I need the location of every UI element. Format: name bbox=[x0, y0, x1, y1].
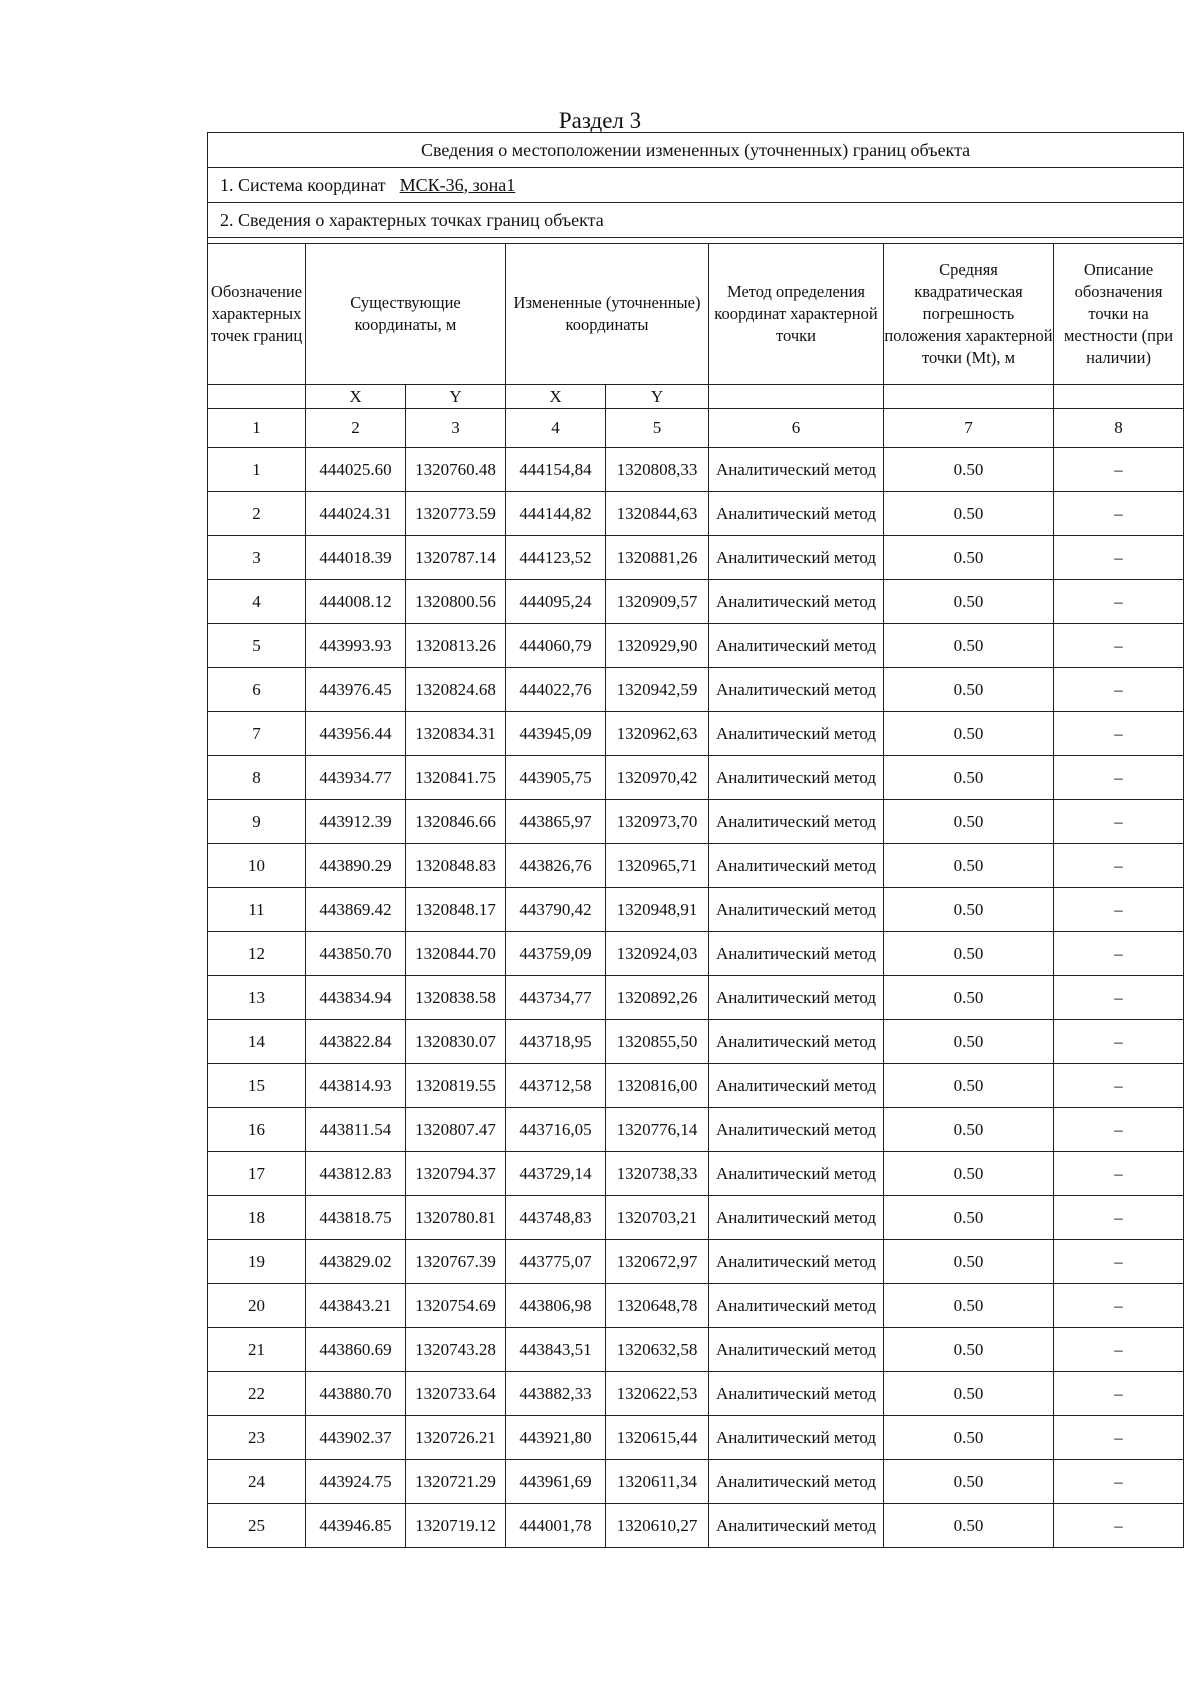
mean-error-cell: 0.50 bbox=[884, 1416, 1054, 1460]
updated-y-cell: 1320648,78 bbox=[606, 1284, 709, 1328]
point-number-cell: 8 bbox=[208, 756, 306, 800]
existing-y-cell: 1320844.70 bbox=[406, 932, 506, 976]
updated-y-cell: 1320973,70 bbox=[606, 800, 709, 844]
updated-x-cell: 443806,98 bbox=[506, 1284, 606, 1328]
method-cell: Аналитический метод bbox=[709, 1284, 884, 1328]
column-number: 6 bbox=[709, 409, 884, 448]
description-cell: – bbox=[1054, 932, 1184, 976]
method-cell: Аналитический метод bbox=[709, 712, 884, 756]
existing-y-cell: 1320733.64 bbox=[406, 1372, 506, 1416]
description-cell: – bbox=[1054, 888, 1184, 932]
points-caption: 2. Сведения о характерных точках границ объекта bbox=[208, 203, 1184, 238]
mean-error-cell: 0.50 bbox=[884, 1152, 1054, 1196]
updated-x-cell: 444154,84 bbox=[506, 448, 606, 492]
mean-error-cell: 0.50 bbox=[884, 1504, 1054, 1548]
point-number-cell: 9 bbox=[208, 800, 306, 844]
method-cell: Аналитический метод bbox=[709, 448, 884, 492]
method-cell: Аналитический метод bbox=[709, 1416, 884, 1460]
existing-x-cell: 443934.77 bbox=[306, 756, 406, 800]
header-updated-coords: Измененные (уточненные) координаты bbox=[506, 244, 709, 385]
point-number-cell: 6 bbox=[208, 668, 306, 712]
existing-x-cell: 443880.70 bbox=[306, 1372, 406, 1416]
boundary-points-table bbox=[207, 132, 1184, 1548]
description-cell: – bbox=[1054, 1504, 1184, 1548]
updated-y-cell: 1320965,71 bbox=[606, 844, 709, 888]
method-cell: Аналитический метод bbox=[709, 1328, 884, 1372]
existing-x-cell: 444025.60 bbox=[306, 448, 406, 492]
mean-error-cell: 0.50 bbox=[884, 1064, 1054, 1108]
mean-error-cell: 0.50 bbox=[884, 580, 1054, 624]
mean-error-cell: 0.50 bbox=[884, 1020, 1054, 1064]
existing-x-cell: 444024.31 bbox=[306, 492, 406, 536]
column-number: 2 bbox=[306, 409, 406, 448]
description-cell: – bbox=[1054, 756, 1184, 800]
table-row bbox=[208, 1504, 1184, 1548]
updated-x-cell: 443729,14 bbox=[506, 1152, 606, 1196]
existing-x-cell: 444008.12 bbox=[306, 580, 406, 624]
table-row bbox=[208, 536, 1184, 580]
updated-y-cell: 1320703,21 bbox=[606, 1196, 709, 1240]
description-cell: – bbox=[1054, 844, 1184, 888]
description-cell: – bbox=[1054, 800, 1184, 844]
updated-x-cell: 443882,33 bbox=[506, 1372, 606, 1416]
method-cell: Аналитический метод bbox=[709, 976, 884, 1020]
existing-x-cell: 443924.75 bbox=[306, 1460, 406, 1504]
updated-x-cell: 443945,09 bbox=[506, 712, 606, 756]
mean-error-cell: 0.50 bbox=[884, 448, 1054, 492]
mean-error-cell: 0.50 bbox=[884, 1196, 1054, 1240]
point-number-cell: 11 bbox=[208, 888, 306, 932]
table-row bbox=[208, 1284, 1184, 1328]
mean-error-cell: 0.50 bbox=[884, 756, 1054, 800]
updated-y-cell: 1320970,42 bbox=[606, 756, 709, 800]
table-row bbox=[208, 844, 1184, 888]
table-row bbox=[208, 1460, 1184, 1504]
existing-y-cell: 1320719.12 bbox=[406, 1504, 506, 1548]
mean-error-cell: 0.50 bbox=[884, 712, 1054, 756]
subheader-y-updated: Y bbox=[606, 385, 709, 409]
updated-x-cell: 444123,52 bbox=[506, 536, 606, 580]
subheader-empty bbox=[1054, 385, 1184, 409]
description-cell: – bbox=[1054, 1240, 1184, 1284]
updated-x-cell: 443921,80 bbox=[506, 1416, 606, 1460]
mean-error-cell: 0.50 bbox=[884, 668, 1054, 712]
table-title: Сведения о местоположении измененных (уточненных) границ объекта bbox=[208, 133, 1184, 168]
method-cell: Аналитический метод bbox=[709, 756, 884, 800]
method-cell: Аналитический метод bbox=[709, 932, 884, 976]
method-cell: Аналитический метод bbox=[709, 844, 884, 888]
updated-x-cell: 443775,07 bbox=[506, 1240, 606, 1284]
column-number: 3 bbox=[406, 409, 506, 448]
subheader-empty bbox=[884, 385, 1054, 409]
description-cell: – bbox=[1054, 580, 1184, 624]
point-number-cell: 17 bbox=[208, 1152, 306, 1196]
method-cell: Аналитический метод bbox=[709, 668, 884, 712]
point-number-cell: 12 bbox=[208, 932, 306, 976]
existing-y-cell: 1320824.68 bbox=[406, 668, 506, 712]
updated-x-cell: 444001,78 bbox=[506, 1504, 606, 1548]
updated-x-cell: 444022,76 bbox=[506, 668, 606, 712]
mean-error-cell: 0.50 bbox=[884, 844, 1054, 888]
existing-x-cell: 443912.39 bbox=[306, 800, 406, 844]
mean-error-cell: 0.50 bbox=[884, 492, 1054, 536]
method-cell: Аналитический метод bbox=[709, 1460, 884, 1504]
method-cell: Аналитический метод bbox=[709, 1240, 884, 1284]
updated-x-cell: 444060,79 bbox=[506, 624, 606, 668]
coord-system-line bbox=[208, 168, 1184, 203]
description-cell: – bbox=[1054, 1416, 1184, 1460]
method-cell: Аналитический метод bbox=[709, 492, 884, 536]
header-existing-coords: Существующие координаты, м bbox=[306, 244, 506, 385]
table-row bbox=[208, 1064, 1184, 1108]
updated-y-cell: 1320632,58 bbox=[606, 1328, 709, 1372]
section-title: Раздел 3 bbox=[558, 108, 642, 133]
point-number-cell: 1 bbox=[208, 448, 306, 492]
mean-error-cell: 0.50 bbox=[884, 1460, 1054, 1504]
existing-x-cell: 443976.45 bbox=[306, 668, 406, 712]
mean-error-cell: 0.50 bbox=[884, 888, 1054, 932]
header-point-designation: Обозначение характерных точек границ bbox=[208, 244, 306, 385]
updated-x-cell: 443716,05 bbox=[506, 1108, 606, 1152]
point-number-cell: 16 bbox=[208, 1108, 306, 1152]
point-number-cell: 10 bbox=[208, 844, 306, 888]
existing-x-cell: 443834.94 bbox=[306, 976, 406, 1020]
table-row bbox=[208, 1372, 1184, 1416]
updated-y-cell: 1320948,91 bbox=[606, 888, 709, 932]
mean-error-cell: 0.50 bbox=[884, 932, 1054, 976]
existing-y-cell: 1320848.83 bbox=[406, 844, 506, 888]
existing-y-cell: 1320846.66 bbox=[406, 800, 506, 844]
header-description: Описание обозначения точки на местности (при наличии) bbox=[1054, 244, 1184, 385]
table-row bbox=[208, 800, 1184, 844]
existing-y-cell: 1320841.75 bbox=[406, 756, 506, 800]
method-cell: Аналитический метод bbox=[709, 1152, 884, 1196]
updated-x-cell: 443759,09 bbox=[506, 932, 606, 976]
description-cell: – bbox=[1054, 1020, 1184, 1064]
point-number-cell: 4 bbox=[208, 580, 306, 624]
table-row bbox=[208, 492, 1184, 536]
method-cell: Аналитический метод bbox=[709, 1064, 884, 1108]
existing-y-cell: 1320807.47 bbox=[406, 1108, 506, 1152]
existing-x-cell: 443869.42 bbox=[306, 888, 406, 932]
subheader-x-existing: X bbox=[306, 385, 406, 409]
method-cell: Аналитический метод bbox=[709, 1196, 884, 1240]
method-cell: Аналитический метод bbox=[709, 1108, 884, 1152]
existing-y-cell: 1320721.29 bbox=[406, 1460, 506, 1504]
point-number-cell: 23 bbox=[208, 1416, 306, 1460]
updated-x-cell: 443734,77 bbox=[506, 976, 606, 1020]
existing-x-cell: 443860.69 bbox=[306, 1328, 406, 1372]
column-number: 8 bbox=[1054, 409, 1184, 448]
existing-y-cell: 1320726.21 bbox=[406, 1416, 506, 1460]
mean-error-cell: 0.50 bbox=[884, 1372, 1054, 1416]
point-number-cell: 3 bbox=[208, 536, 306, 580]
mean-error-cell: 0.50 bbox=[884, 1328, 1054, 1372]
description-cell: – bbox=[1054, 712, 1184, 756]
method-cell: Аналитический метод bbox=[709, 1020, 884, 1064]
point-number-cell: 19 bbox=[208, 1240, 306, 1284]
updated-x-cell: 443718,95 bbox=[506, 1020, 606, 1064]
updated-y-cell: 1320962,63 bbox=[606, 712, 709, 756]
updated-x-cell: 443961,69 bbox=[506, 1460, 606, 1504]
point-number-cell: 2 bbox=[208, 492, 306, 536]
header-mean-error: Средняя квадратическая погрешность положения характерной точки (Mt), м bbox=[884, 244, 1054, 385]
point-number-cell: 5 bbox=[208, 624, 306, 668]
existing-x-cell: 444018.39 bbox=[306, 536, 406, 580]
updated-y-cell: 1320611,34 bbox=[606, 1460, 709, 1504]
description-cell: – bbox=[1054, 1328, 1184, 1372]
existing-y-cell: 1320773.59 bbox=[406, 492, 506, 536]
header-method: Метод определения координат характерной точки bbox=[709, 244, 884, 385]
method-cell: Аналитический метод bbox=[709, 536, 884, 580]
description-cell: – bbox=[1054, 624, 1184, 668]
updated-y-cell: 1320615,44 bbox=[606, 1416, 709, 1460]
existing-y-cell: 1320838.58 bbox=[406, 976, 506, 1020]
coord-system-label: 1. Система координат bbox=[220, 174, 386, 195]
table-row bbox=[208, 1020, 1184, 1064]
subheader-x-updated: X bbox=[506, 385, 606, 409]
updated-x-cell: 443790,42 bbox=[506, 888, 606, 932]
existing-y-cell: 1320794.37 bbox=[406, 1152, 506, 1196]
existing-y-cell: 1320767.39 bbox=[406, 1240, 506, 1284]
updated-x-cell: 443826,76 bbox=[506, 844, 606, 888]
existing-y-cell: 1320760.48 bbox=[406, 448, 506, 492]
description-cell: – bbox=[1054, 1108, 1184, 1152]
method-cell: Аналитический метод bbox=[709, 1504, 884, 1548]
table-row bbox=[208, 1152, 1184, 1196]
column-number: 4 bbox=[506, 409, 606, 448]
table-row bbox=[208, 932, 1184, 976]
description-cell: – bbox=[1054, 1372, 1184, 1416]
existing-y-cell: 1320848.17 bbox=[406, 888, 506, 932]
updated-y-cell: 1320942,59 bbox=[606, 668, 709, 712]
updated-y-cell: 1320738,33 bbox=[606, 1152, 709, 1196]
column-number: 5 bbox=[606, 409, 709, 448]
description-cell: – bbox=[1054, 668, 1184, 712]
subheader-empty bbox=[709, 385, 884, 409]
existing-y-cell: 1320780.81 bbox=[406, 1196, 506, 1240]
existing-y-cell: 1320813.26 bbox=[406, 624, 506, 668]
table-row bbox=[208, 756, 1184, 800]
existing-y-cell: 1320834.31 bbox=[406, 712, 506, 756]
updated-x-cell: 443865,97 bbox=[506, 800, 606, 844]
existing-x-cell: 443818.75 bbox=[306, 1196, 406, 1240]
existing-x-cell: 443812.83 bbox=[306, 1152, 406, 1196]
mean-error-cell: 0.50 bbox=[884, 976, 1054, 1020]
mean-error-cell: 0.50 bbox=[884, 624, 1054, 668]
mean-error-cell: 0.50 bbox=[884, 1108, 1054, 1152]
updated-y-cell: 1320881,26 bbox=[606, 536, 709, 580]
updated-y-cell: 1320844,63 bbox=[606, 492, 709, 536]
description-cell: – bbox=[1054, 976, 1184, 1020]
updated-y-cell: 1320776,14 bbox=[606, 1108, 709, 1152]
existing-y-cell: 1320830.07 bbox=[406, 1020, 506, 1064]
updated-y-cell: 1320610,27 bbox=[606, 1504, 709, 1548]
table-row bbox=[208, 1240, 1184, 1284]
existing-y-cell: 1320800.56 bbox=[406, 580, 506, 624]
existing-x-cell: 443946.85 bbox=[306, 1504, 406, 1548]
updated-y-cell: 1320808,33 bbox=[606, 448, 709, 492]
updated-y-cell: 1320855,50 bbox=[606, 1020, 709, 1064]
table-row bbox=[208, 1108, 1184, 1152]
point-number-cell: 15 bbox=[208, 1064, 306, 1108]
point-number-cell: 13 bbox=[208, 976, 306, 1020]
table-row bbox=[208, 624, 1184, 668]
description-cell: – bbox=[1054, 536, 1184, 580]
method-cell: Аналитический метод bbox=[709, 580, 884, 624]
updated-y-cell: 1320909,57 bbox=[606, 580, 709, 624]
existing-x-cell: 443956.44 bbox=[306, 712, 406, 756]
mean-error-cell: 0.50 bbox=[884, 536, 1054, 580]
table-row bbox=[208, 1416, 1184, 1460]
column-number: 1 bbox=[208, 409, 306, 448]
description-cell: – bbox=[1054, 1460, 1184, 1504]
updated-x-cell: 443712,58 bbox=[506, 1064, 606, 1108]
method-cell: Аналитический метод bbox=[709, 624, 884, 668]
existing-x-cell: 443902.37 bbox=[306, 1416, 406, 1460]
existing-y-cell: 1320819.55 bbox=[406, 1064, 506, 1108]
updated-y-cell: 1320672,97 bbox=[606, 1240, 709, 1284]
mean-error-cell: 0.50 bbox=[884, 800, 1054, 844]
table-row bbox=[208, 668, 1184, 712]
updated-x-cell: 443905,75 bbox=[506, 756, 606, 800]
existing-x-cell: 443829.02 bbox=[306, 1240, 406, 1284]
point-number-cell: 21 bbox=[208, 1328, 306, 1372]
mean-error-cell: 0.50 bbox=[884, 1240, 1054, 1284]
existing-x-cell: 443850.70 bbox=[306, 932, 406, 976]
table-row bbox=[208, 580, 1184, 624]
coord-system-value: МСК-36, зона1 bbox=[399, 174, 516, 195]
updated-y-cell: 1320622,53 bbox=[606, 1372, 709, 1416]
existing-y-cell: 1320787.14 bbox=[406, 536, 506, 580]
description-cell: – bbox=[1054, 492, 1184, 536]
description-cell: – bbox=[1054, 1284, 1184, 1328]
table-row bbox=[208, 976, 1184, 1020]
description-cell: – bbox=[1054, 448, 1184, 492]
existing-x-cell: 443811.54 bbox=[306, 1108, 406, 1152]
updated-y-cell: 1320929,90 bbox=[606, 624, 709, 668]
table-row bbox=[208, 448, 1184, 492]
existing-x-cell: 443993.93 bbox=[306, 624, 406, 668]
description-cell: – bbox=[1054, 1064, 1184, 1108]
point-number-cell: 7 bbox=[208, 712, 306, 756]
mean-error-cell: 0.50 bbox=[884, 1284, 1054, 1328]
existing-x-cell: 443843.21 bbox=[306, 1284, 406, 1328]
table-row bbox=[208, 1328, 1184, 1372]
existing-x-cell: 443822.84 bbox=[306, 1020, 406, 1064]
method-cell: Аналитический метод bbox=[709, 888, 884, 932]
subheader-empty bbox=[208, 385, 306, 409]
updated-y-cell: 1320816,00 bbox=[606, 1064, 709, 1108]
table-row bbox=[208, 1196, 1184, 1240]
point-number-cell: 22 bbox=[208, 1372, 306, 1416]
updated-x-cell: 443748,83 bbox=[506, 1196, 606, 1240]
updated-x-cell: 444144,82 bbox=[506, 492, 606, 536]
point-number-cell: 14 bbox=[208, 1020, 306, 1064]
method-cell: Аналитический метод bbox=[709, 800, 884, 844]
point-number-cell: 24 bbox=[208, 1460, 306, 1504]
updated-x-cell: 444095,24 bbox=[506, 580, 606, 624]
table-row bbox=[208, 712, 1184, 756]
point-number-cell: 25 bbox=[208, 1504, 306, 1548]
existing-x-cell: 443890.29 bbox=[306, 844, 406, 888]
existing-y-cell: 1320743.28 bbox=[406, 1328, 506, 1372]
table-row bbox=[208, 888, 1184, 932]
description-cell: – bbox=[1054, 1196, 1184, 1240]
column-number: 7 bbox=[884, 409, 1054, 448]
existing-y-cell: 1320754.69 bbox=[406, 1284, 506, 1328]
existing-x-cell: 443814.93 bbox=[306, 1064, 406, 1108]
description-cell: – bbox=[1054, 1152, 1184, 1196]
subheader-y-existing: Y bbox=[406, 385, 506, 409]
method-cell: Аналитический метод bbox=[709, 1372, 884, 1416]
point-number-cell: 18 bbox=[208, 1196, 306, 1240]
updated-x-cell: 443843,51 bbox=[506, 1328, 606, 1372]
point-number-cell: 20 bbox=[208, 1284, 306, 1328]
updated-y-cell: 1320924,03 bbox=[606, 932, 709, 976]
updated-y-cell: 1320892,26 bbox=[606, 976, 709, 1020]
